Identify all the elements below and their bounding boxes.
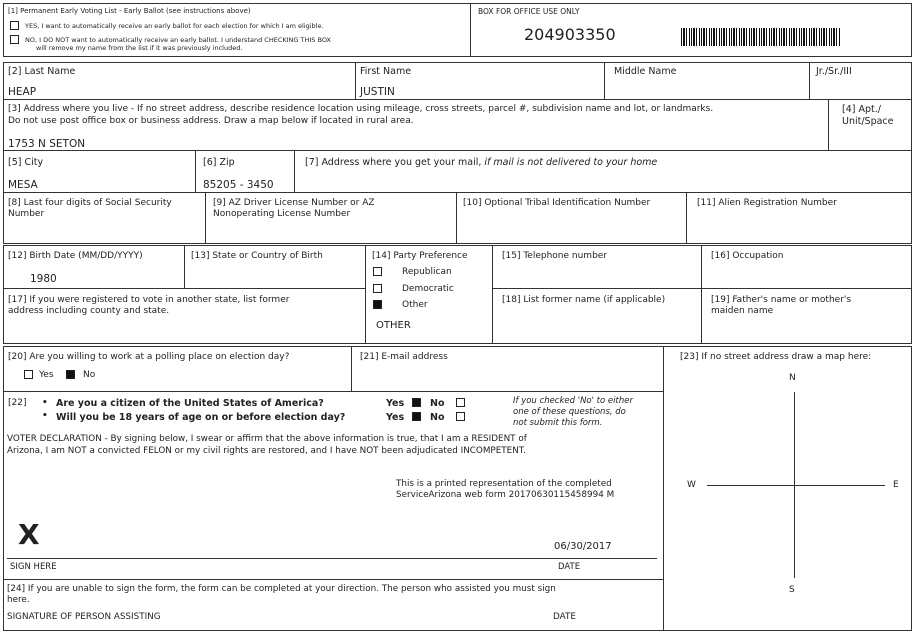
poll-yes-label: Yes (39, 370, 54, 380)
citizen-bullet-2: • (42, 411, 48, 421)
ssn-label-1: [8] Last four digits of Social Security (8, 198, 172, 208)
parent-name-label-2: maiden name (711, 306, 774, 316)
age-question: Will you be 18 years of age on or before election day? (56, 412, 346, 423)
mail-address-label-text: [7] Address where you get your mail, (305, 157, 482, 168)
parent-name-label-1: [19] Father's name or mother's (711, 295, 852, 305)
party-republican-checkbox[interactable] (373, 267, 382, 276)
citizen-note-2: one of these questions, do (513, 407, 626, 417)
zip-label: [6] Zip (203, 157, 235, 168)
apt-label-1: [4] Apt./ (842, 104, 881, 115)
driver-license-label-1: [9] AZ Driver License Number or AZ (213, 198, 375, 208)
signature-date-value: 06/30/2017 (554, 541, 612, 552)
citizen-yes-label: Yes (386, 398, 405, 409)
citizen-section-number: [22] (8, 398, 27, 408)
party-democratic-label: Democratic (402, 284, 454, 294)
citizen-no-label: No (430, 398, 445, 409)
age-no-label: No (430, 412, 445, 423)
party-other-label: Other (402, 300, 428, 310)
poll-worker-label: [20] Are you willing to work at a polling place on election day? (8, 352, 290, 362)
citizen-question: Are you a citizen of the United States of America? (56, 398, 324, 409)
party-other-value: OTHER (376, 320, 411, 331)
age-yes-label: Yes (386, 412, 405, 423)
signature-mark: X (18, 518, 40, 551)
age-no-checkbox[interactable] (456, 412, 465, 421)
map-horizontal-line (707, 485, 885, 486)
map-south-label: S (789, 585, 795, 595)
early-ballot-no-label-2: will remove my name from the list if it was previously included. (36, 44, 243, 52)
assist-text-2: here. (7, 595, 30, 605)
barcode (681, 28, 841, 46)
map-label: [23] If no street address draw a map here: (680, 352, 872, 362)
early-ballot-title: [1] Permanent Early Voting List - Early Ballot (see instructions above) (8, 7, 251, 15)
address-label-1: [3] Address where you live - If no street address, describe residence location using mileage, cross streets, parcel #, subdivision name and lot, or landmarks. (8, 104, 714, 114)
assist-signature-label: SIGNATURE OF PERSON ASSISTING (7, 612, 161, 622)
map-north-label: N (789, 373, 796, 383)
middle-name-label: Middle Name (614, 66, 677, 77)
early-ballot-yes-label: YES, I want to automatically receive an early ballot for each election for which I am eligible. (25, 22, 324, 30)
early-ballot-no-label: NO, I DO NOT want to automatically receive an early ballot. I understand CHECKING THIS BOX (25, 36, 331, 44)
occupation-label: [16] Occupation (711, 251, 784, 261)
city-label: [5] City (8, 157, 44, 168)
party-preference-label: [14] Party Preference (372, 251, 468, 261)
citizen-note-3: not submit this form. (513, 418, 603, 428)
printed-representation-line-2: ServiceArizona web form 20170630115458994 M (396, 490, 615, 500)
declaration-line-1: VOTER DECLARATION - By signing below, I swear or affirm that the above information is true, that I am a RESIDENT of (7, 434, 527, 444)
zip-value: 85205 - 3450 (203, 179, 274, 191)
first-name-value: JUSTIN (360, 86, 395, 98)
printed-representation-line-1: This is a printed representation of the completed (396, 479, 612, 489)
early-ballot-no-checkbox[interactable] (10, 35, 19, 44)
citizen-note-1: If you checked 'No' to either (513, 396, 633, 406)
telephone-label: [15] Telephone number (502, 251, 608, 261)
apt-label-2: Unit/Space (842, 116, 894, 127)
last-name-label: [2] Last Name (8, 66, 76, 77)
assist-text-1: [24] If you are unable to sign the form, the form can be completed at your direction. The person who assisted you must sign (7, 584, 556, 594)
suffix-label: Jr./Sr./III (816, 66, 852, 77)
mail-address-label (305, 157, 657, 168)
driver-license-label-2: Nonoperating License Number (213, 209, 351, 219)
poll-yes-checkbox[interactable] (24, 370, 33, 379)
birth-state-label: [13] State or Country of Birth (191, 251, 323, 261)
ssn-label-2: Number (8, 209, 45, 219)
citizen-no-checkbox[interactable] (456, 398, 465, 407)
tribal-id-label: [10] Optional Tribal Identification Number (463, 198, 651, 208)
assist-date-label: DATE (553, 612, 576, 622)
citizen-yes-checkbox[interactable] (412, 398, 421, 407)
assist-divider (3, 579, 664, 580)
party-democratic-checkbox[interactable] (373, 284, 382, 293)
signature-date-label: DATE (558, 562, 581, 572)
citizen-bullet-1: • (42, 398, 48, 408)
signature-line[interactable] (7, 558, 657, 559)
office-number: 204903350 (524, 25, 616, 44)
map-east-label: E (893, 480, 899, 490)
first-name-label: First Name (360, 66, 412, 77)
mail-address-note: if mail is not delivered to your home (484, 157, 658, 168)
email-label: [21] E-mail address (360, 352, 448, 362)
map-west-label: W (687, 480, 696, 490)
address-label-2: Do not use post office box or business address. Draw a map below if located in rural area. (8, 116, 414, 126)
birth-date-value: 1980 (30, 273, 57, 285)
city-value: MESA (8, 179, 38, 191)
map-box[interactable] (663, 346, 912, 631)
declaration-line-2: Arizona, I am NOT a convicted FELON or my civil rights are restored, and I have NOT been adjudicated INCOMPETENT. (7, 446, 526, 456)
last-name-value: HEAP (8, 86, 37, 98)
birth-date-label: [12] Birth Date (MM/DD/YYYY) (8, 251, 143, 261)
alien-registration-label: [11] Alien Registration Number (697, 198, 837, 208)
party-other-checkbox[interactable] (373, 300, 382, 309)
previous-address-label-2: address including county and state. (8, 306, 170, 316)
sign-here-label: SIGN HERE (10, 562, 57, 572)
poll-no-label: No (83, 370, 96, 380)
age-yes-checkbox[interactable] (412, 412, 421, 421)
party-republican-label: Republican (402, 267, 452, 277)
former-name-label: [18] List former name (if applicable) (502, 295, 666, 305)
poll-no-checkbox[interactable] (66, 370, 75, 379)
previous-address-label-1: [17] If you were registered to vote in another state, list former (8, 295, 290, 305)
office-use-label: BOX FOR OFFICE USE ONLY (478, 7, 580, 16)
early-ballot-yes-checkbox[interactable] (10, 21, 19, 30)
address-value: 1753 N SETON (8, 138, 86, 150)
